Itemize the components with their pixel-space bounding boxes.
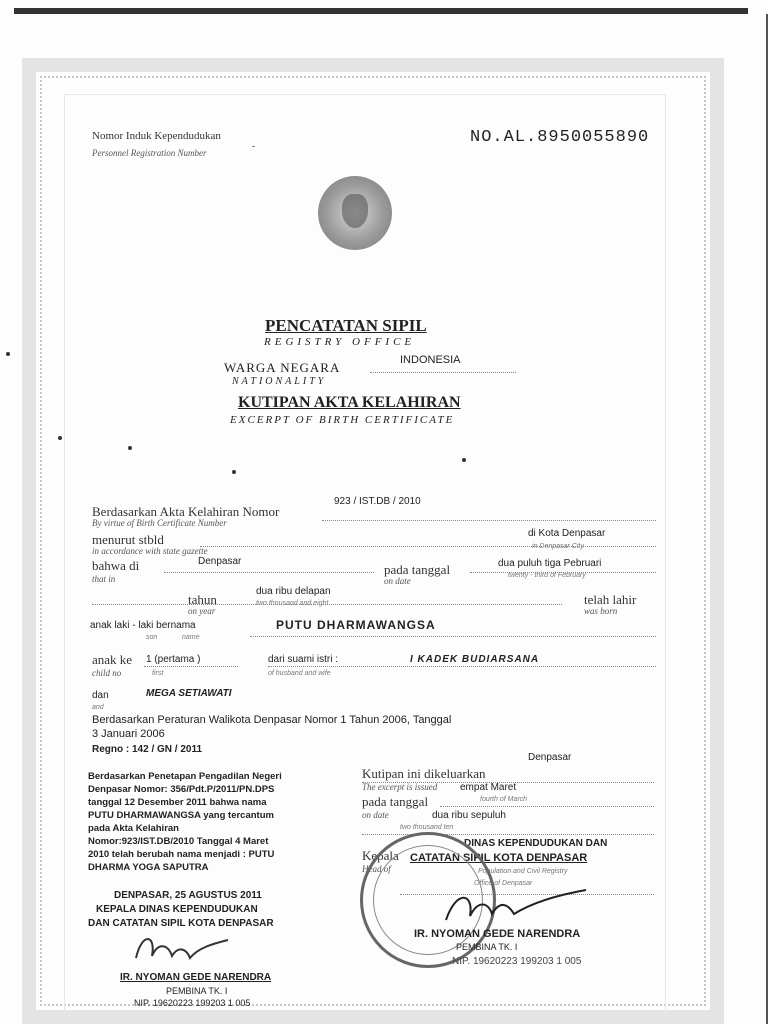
birth-date-value: dua puluh tiga Pebruari xyxy=(498,558,602,569)
child-name: PUTU DHARMAWANGSA xyxy=(276,618,436,632)
birth-year-sublabel: on year xyxy=(188,606,216,616)
left-sign-date: DENPASAR, 25 AGUSTUS 2011 xyxy=(114,890,262,901)
issue-date-english: fourth of March xyxy=(480,796,528,803)
issue-year-english: two thousand ten xyxy=(400,824,454,831)
court-note-line: Berdasarkan Penetapan Pengadilan Negeri xyxy=(88,771,282,782)
document-subtitle: EXCERPT OF BIRTH CERTIFICATE xyxy=(230,414,455,426)
court-note-line: pada Akta Kelahiran xyxy=(88,823,179,834)
and-sublabel: and xyxy=(92,704,104,711)
garuda-emblem-icon xyxy=(318,176,392,250)
court-note-line: DHARMA YOGA SAPUTRA xyxy=(88,862,209,873)
left-sign-rank: PEMBINA TK. I xyxy=(166,986,228,996)
registry-title: PENCATATAN SIPIL xyxy=(265,316,427,335)
issue-date-sublabel: on date xyxy=(362,810,389,820)
left-sign-name: IR. NYOMAN GEDE NARENDRA xyxy=(120,972,272,983)
child-no-value: 1 (pertama ) xyxy=(146,654,201,665)
nik-label: Nomor Induk Kependudukan xyxy=(92,130,221,142)
office-sublabel-1: Population and Civil Registry xyxy=(478,868,568,875)
birth-year-label: tahun xyxy=(188,592,217,607)
right-signature-icon xyxy=(440,880,590,930)
court-note-line: tanggal 12 Desember 2011 bahwa nama xyxy=(88,797,267,808)
scan-speck xyxy=(6,352,10,356)
father-name: I KADEK BUDIARSANA xyxy=(410,654,540,665)
birth-year-value: dua ribu delapan xyxy=(256,586,331,597)
head-label: Kepala xyxy=(362,848,399,863)
regulation-text: Berdasarkan Peraturan Walikota Denpasar Nomor 1 Tahun 2006, Tanggal xyxy=(92,714,452,726)
son-sublabel: son xyxy=(146,634,158,641)
issued-label: Kutipan ini dikeluarkan xyxy=(362,766,486,781)
cert-number-sublabel: By virtue of Birth Certificate Number xyxy=(92,518,227,528)
was-born-label: telah lahir xyxy=(584,592,637,607)
regno: Regno : 142 / GN / 2011 xyxy=(92,744,203,755)
scan-speck xyxy=(58,436,62,440)
left-signature-icon xyxy=(128,928,238,974)
nationality-value: INDONESIA xyxy=(400,354,461,366)
scan-speck xyxy=(128,446,132,450)
child-no-label: anak ke xyxy=(92,652,133,667)
city-value: di Kota Denpasar xyxy=(528,528,606,539)
issuing-office-1: DINAS KEPENDUDUKAN DAN xyxy=(464,838,608,849)
right-sign-name: IR. NYOMAN GEDE NARENDRA xyxy=(414,928,581,940)
issue-date-value: empat Maret xyxy=(460,782,517,793)
scan-top-edge xyxy=(14,8,748,14)
birth-date-english: twenty - third of February xyxy=(508,572,586,579)
issued-sublabel: The excerpt is issued xyxy=(362,782,438,792)
son-label: anak laki - laki bernama xyxy=(90,620,196,631)
issue-date-label: pada tanggal xyxy=(362,794,429,809)
birth-place-value: Denpasar xyxy=(198,556,242,567)
was-born-sublabel: was born xyxy=(584,606,618,616)
birth-date-label: pada tanggal xyxy=(384,562,451,577)
left-sign-nip: NIP. 19620223 199203 1 005 xyxy=(134,998,251,1008)
nationality-label: WARGA NEGARA xyxy=(224,360,341,375)
and-label: dan xyxy=(92,690,109,701)
parents-sublabel: of husband and wife xyxy=(268,670,331,677)
court-note-line: 2010 telah berubah nama menjadi : PUTU xyxy=(88,849,275,860)
that-in-sublabel: that in xyxy=(92,574,116,584)
child-no-english: first xyxy=(152,670,164,677)
document-number: NO.AL.8950055890 xyxy=(470,128,650,147)
birth-year-english: two thousand and eight xyxy=(256,600,329,607)
mother-name: MEGA SETIAWATI xyxy=(146,688,232,699)
child-no-sublabel: child no xyxy=(92,668,122,678)
birth-date-sublabel: on date xyxy=(384,576,411,586)
court-note-line: Nomor:923/IST.DB/2010 Tanggal 4 Maret xyxy=(88,836,269,847)
court-note-line: PUTU DHARMAWANGSA yang tercantum xyxy=(88,810,274,821)
name-sublabel: name xyxy=(182,634,200,641)
that-in-label: bahwa di xyxy=(92,558,140,573)
right-sign-rank: PEMBINA TK. I xyxy=(456,942,518,952)
issuing-office-2: CATATAN SIPIL KOTA DENPASAR xyxy=(410,852,588,864)
registry-subtitle: REGISTRY OFFICE xyxy=(264,336,416,348)
court-note xyxy=(88,770,282,874)
left-sign-title-2: DAN CATATAN SIPIL KOTA DENPASAR xyxy=(88,918,274,929)
nik-sublabel: Personnel Registration Number xyxy=(92,148,207,158)
stbld-sublabel: in accordance with state gazette xyxy=(92,546,208,556)
regulation-date: 3 Januari 2006 xyxy=(92,728,165,740)
issue-city: Denpasar xyxy=(528,752,572,763)
head-sublabel: Head of xyxy=(362,864,391,874)
court-note-line: Denpasar Nomor: 356/Pdt.P/2011/PN.DPS xyxy=(88,784,275,795)
office-sublabel-2: Office of Denpasar xyxy=(474,880,533,887)
left-sign-title-1: KEPALA DINAS KEPENDUDUKAN xyxy=(96,904,258,915)
parents-label: dari suami istri : xyxy=(268,654,339,665)
cert-number-value: 923 / IST.DB / 2010 xyxy=(334,496,421,507)
issue-year-value: dua ribu sepuluh xyxy=(432,810,506,821)
scan-speck xyxy=(462,458,466,462)
right-sign-nip: NIP. 19620223 199203 1 005 xyxy=(452,956,582,967)
city-sublabel: in Denpasar City xyxy=(532,543,584,550)
stbld-label: menurut stbld xyxy=(92,532,164,547)
nationality-sublabel: NATIONALITY xyxy=(232,376,327,387)
cert-number-label: Berdasarkan Akta Kelahiran Nomor xyxy=(92,504,280,519)
document-title: KUTIPAN AKTA KELAHIRAN xyxy=(238,394,461,411)
scan-speck xyxy=(232,470,236,474)
